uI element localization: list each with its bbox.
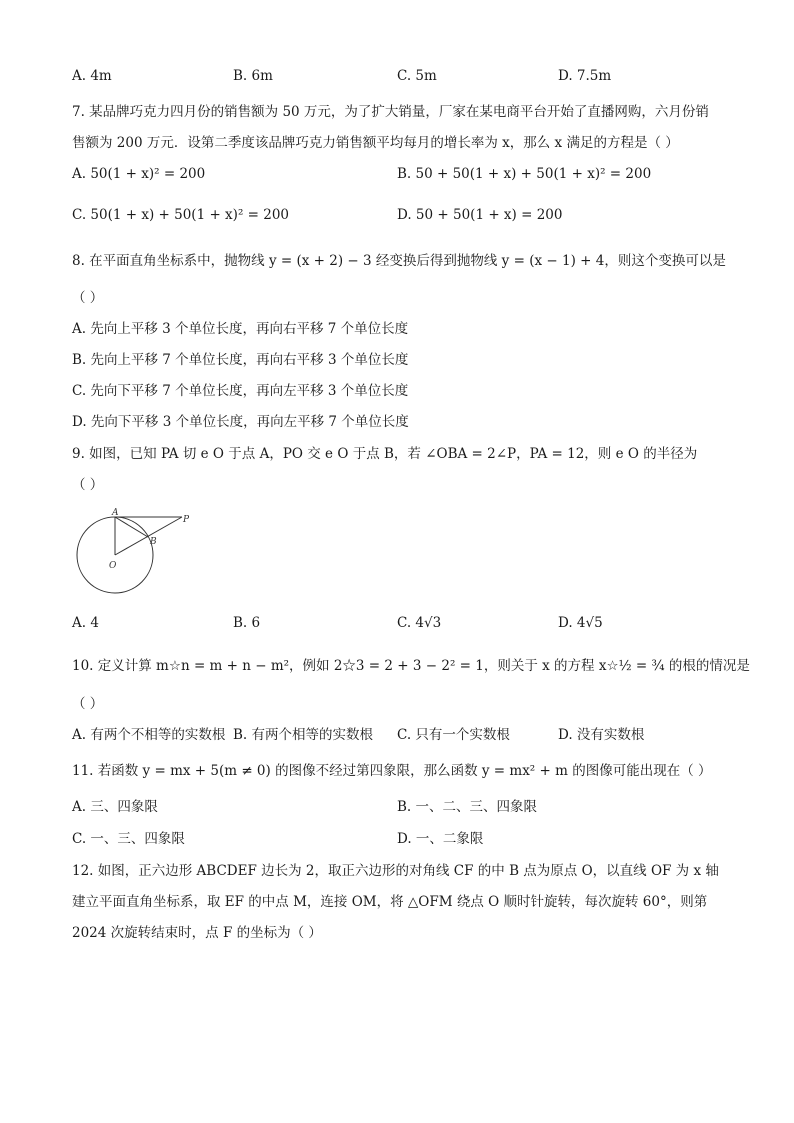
label-o: O (109, 561, 117, 571)
q7-option-b: B. 50 + 50(1 + x) + 50(1 + x)² = 200 (397, 166, 652, 182)
q10-option-c: C. 只有一个实数根 (397, 727, 510, 743)
q11-option-d: D. 一、二象限 (397, 831, 484, 847)
q8-option-d: D. 先向下平移 3 个单位长度，再向左平移 7 个单位长度 (72, 414, 409, 430)
q10-stem-line1: 10. 定义计算 m☆n = m + n − m²，例如 2☆3 = 2 + 3 − 2² = 1，则关于 x 的方程 x☆½ = ¾ 的根的情况是 (72, 658, 750, 674)
q9-option-d: D. 4√5 (558, 615, 603, 631)
q10-stem-line2: （ ） (72, 696, 104, 712)
q7-option-d: D. 50 + 50(1 + x) = 200 (397, 207, 563, 223)
q9-stem-line1: 9. 如图，已知 PA 切 e O 于点 A，PO 交 e O 于点 B，若 ∠OBA = 2∠P，PA = 12，则 e O 的半径为 (72, 446, 698, 462)
q9-option-a: A. 4 (72, 615, 99, 631)
label-a: A (112, 508, 119, 518)
q8-option-a: A. 先向上平移 3 个单位长度，再向右平移 7 个单位长度 (72, 321, 409, 337)
q11-stem-line1: 11. 若函数 y = mx + 5(m ≠ 0) 的图像不经过第四象限，那么函数 y = mx² + m 的图像可能出现在（ ） (72, 763, 712, 779)
label-p: P (183, 515, 190, 525)
q11-option-c: C. 一、三、四象限 (72, 831, 185, 847)
q8-stem-line1: 8. 在平面直角坐标系中，抛物线 y = (x + 2) − 3 经变换后得到抛物线 y = (x − 1) + 4，则这个变换可以是 (72, 253, 726, 269)
q6-option-c: C. 5m (397, 68, 437, 84)
q8-stem-line2: （ ） (72, 290, 104, 306)
q12-stem-line2: 建立平面直角坐标系，取 EF 的中点 M，连接 OM，将 △OFM 绕点 O 顺时针旋转，每次旋转 60°，则第 (72, 894, 708, 910)
q7-stem-line2: 售额为 200 万元．设第二季度该品牌巧克力销售额平均每月的增长率为 x，那么 x 满足的方程是（ ） (72, 135, 679, 151)
q7-option-a: A. 50(1 + x)² = 200 (72, 166, 206, 182)
q9-stem-line2: （ ） (72, 477, 104, 493)
q7-option-c: C. 50(1 + x) + 50(1 + x)² = 200 (72, 207, 290, 223)
q10-option-d: D. 没有实数根 (558, 727, 645, 743)
q12-stem-line1: 12. 如图，正六边形 ABCDEF 边长为 2，取正六边形的对角线 CF 的中 B 点为原点 O，以直线 OF 为 x 轴 (72, 863, 719, 879)
label-b: B (150, 537, 157, 547)
q7-stem-line1: 7. 某品牌巧克力四月份的销售额为 50 万元，为了扩大销量，厂家在某电商平台开始了直播网购，六月份销 (72, 104, 709, 120)
q8-option-b: B. 先向上平移 7 个单位长度，再向右平移 3 个单位长度 (72, 352, 409, 368)
q10-option-b: B. 有两个相等的实数根 (233, 727, 374, 743)
q8-option-c: C. 先向下平移 7 个单位长度，再向左平移 3 个单位长度 (72, 383, 409, 399)
q6-option-b: B. 6m (233, 68, 273, 84)
q11-option-b: B. 一、二、三、四象限 (397, 799, 538, 815)
q11-option-a: A. 三、四象限 (72, 799, 158, 815)
chord-ab (115, 517, 148, 537)
q6-option-d: D. 7.5m (558, 68, 612, 84)
q10-option-a: A. 有两个不相等的实数根 (72, 727, 226, 743)
q9-option-c: C. 4√3 (397, 615, 442, 631)
q12-stem-line3: 2024 次旋转结束时，点 F 的坐标为（ ） (72, 925, 322, 941)
q9-circle-tangent-figure (70, 505, 200, 605)
q9-option-b: B. 6 (233, 615, 261, 631)
q6-option-a: A. 4m (72, 68, 112, 84)
